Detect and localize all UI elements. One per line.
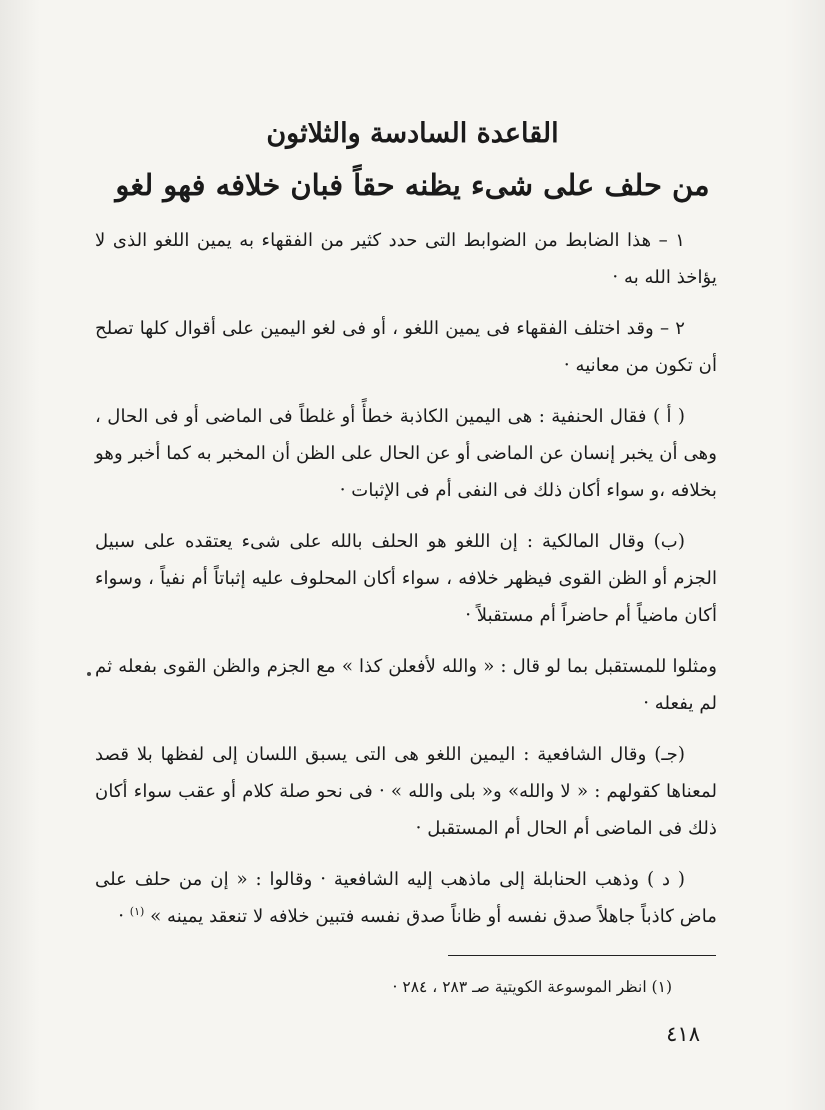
paragraph-text: ١ – هذا الضابط من الضوابط التى حدد كثير من الفقهاء به يمين اللغو الذى لا يؤاخذ الله به · (95, 230, 717, 288)
paragraph-shafii (95, 736, 717, 847)
body-text (95, 222, 717, 949)
paragraph-hanafi (95, 398, 717, 509)
paragraph-text: (ب) وقال المالكية : إن اللغو هو الحلف بالله على شىء يعتقده على سبيل الجزم أو الظن القوى فيظهر خلافه ، سواء أكان المحلوف عليه إثباتاً أم نفياً ، وسواء أكان ماضياً أم حاضراً أم مستقبلاً · (95, 531, 717, 626)
paragraph-hanbali (95, 861, 717, 935)
paragraph-text: ( د ) وذهب الحنابلة إلى ماذهب إليه الشافعية · وقالوا : « إن من حلف على ماض كاذباً جاهلاً صدق نفسه أو ظاناً صدق نفسه فتبين خلافه لا تنعقد يمينه » (95, 869, 717, 927)
rule-title: القاعدة السادسة والثلاثون (266, 118, 559, 149)
paragraph-1 (95, 222, 717, 296)
footnote-divider (448, 955, 716, 956)
paragraph-text: ومثلوا للمستقبل بما لو قال : « والله لأفعلن كذا » مع الجزم والظن القوى بفعله ثم لم يفعله · (95, 656, 717, 714)
rule-subtitle: من حلف على شىء يظنه حقاً فبان خلافه فهو لغو (115, 168, 710, 202)
footnote-marker: (١) (129, 904, 145, 918)
paragraph-2 (95, 310, 717, 384)
paragraph-text: ٢ – وقد اختلف الفقهاء فى يمين اللغو ، أو فى لغو اليمين على أقوال كلها تصلح أن تكون من معانيه · (95, 318, 717, 376)
paragraph-text: (جـ) وقال الشافعية : اليمين اللغو هى التى يسبق اللسان إلى لفظها بلا قصد لمعناها كقولهم : « لا والله» و« بلى والله » · فى نحو صلة كلام أو عقب سواء أكان ذلك فى الماضى أم الحال أم المستقبل · (95, 744, 717, 839)
footnote: (١) انظر الموسوعة الكويتية صـ ٢٨٣ ، ٢٨٤ · (392, 978, 672, 996)
scan-speck (87, 672, 91, 676)
paragraph-maliki (95, 523, 717, 634)
paragraph-maliki-example (95, 648, 717, 722)
paragraph-end: · (118, 906, 130, 927)
paragraph-text: ( أ ) فقال الحنفية : هى اليمين الكاذبة خطأً أو غلطاً فى الماضى أو فى الحال ، وهى أن يخبر إنسان عن الماضى أو عن الحال على الظن أن المخبر به كما أخبر وهو بخلافه ،و سواء أكان ذلك فى النفى أم فى الإثبات · (95, 406, 717, 501)
page-number: ٤١٨ (666, 1022, 700, 1046)
